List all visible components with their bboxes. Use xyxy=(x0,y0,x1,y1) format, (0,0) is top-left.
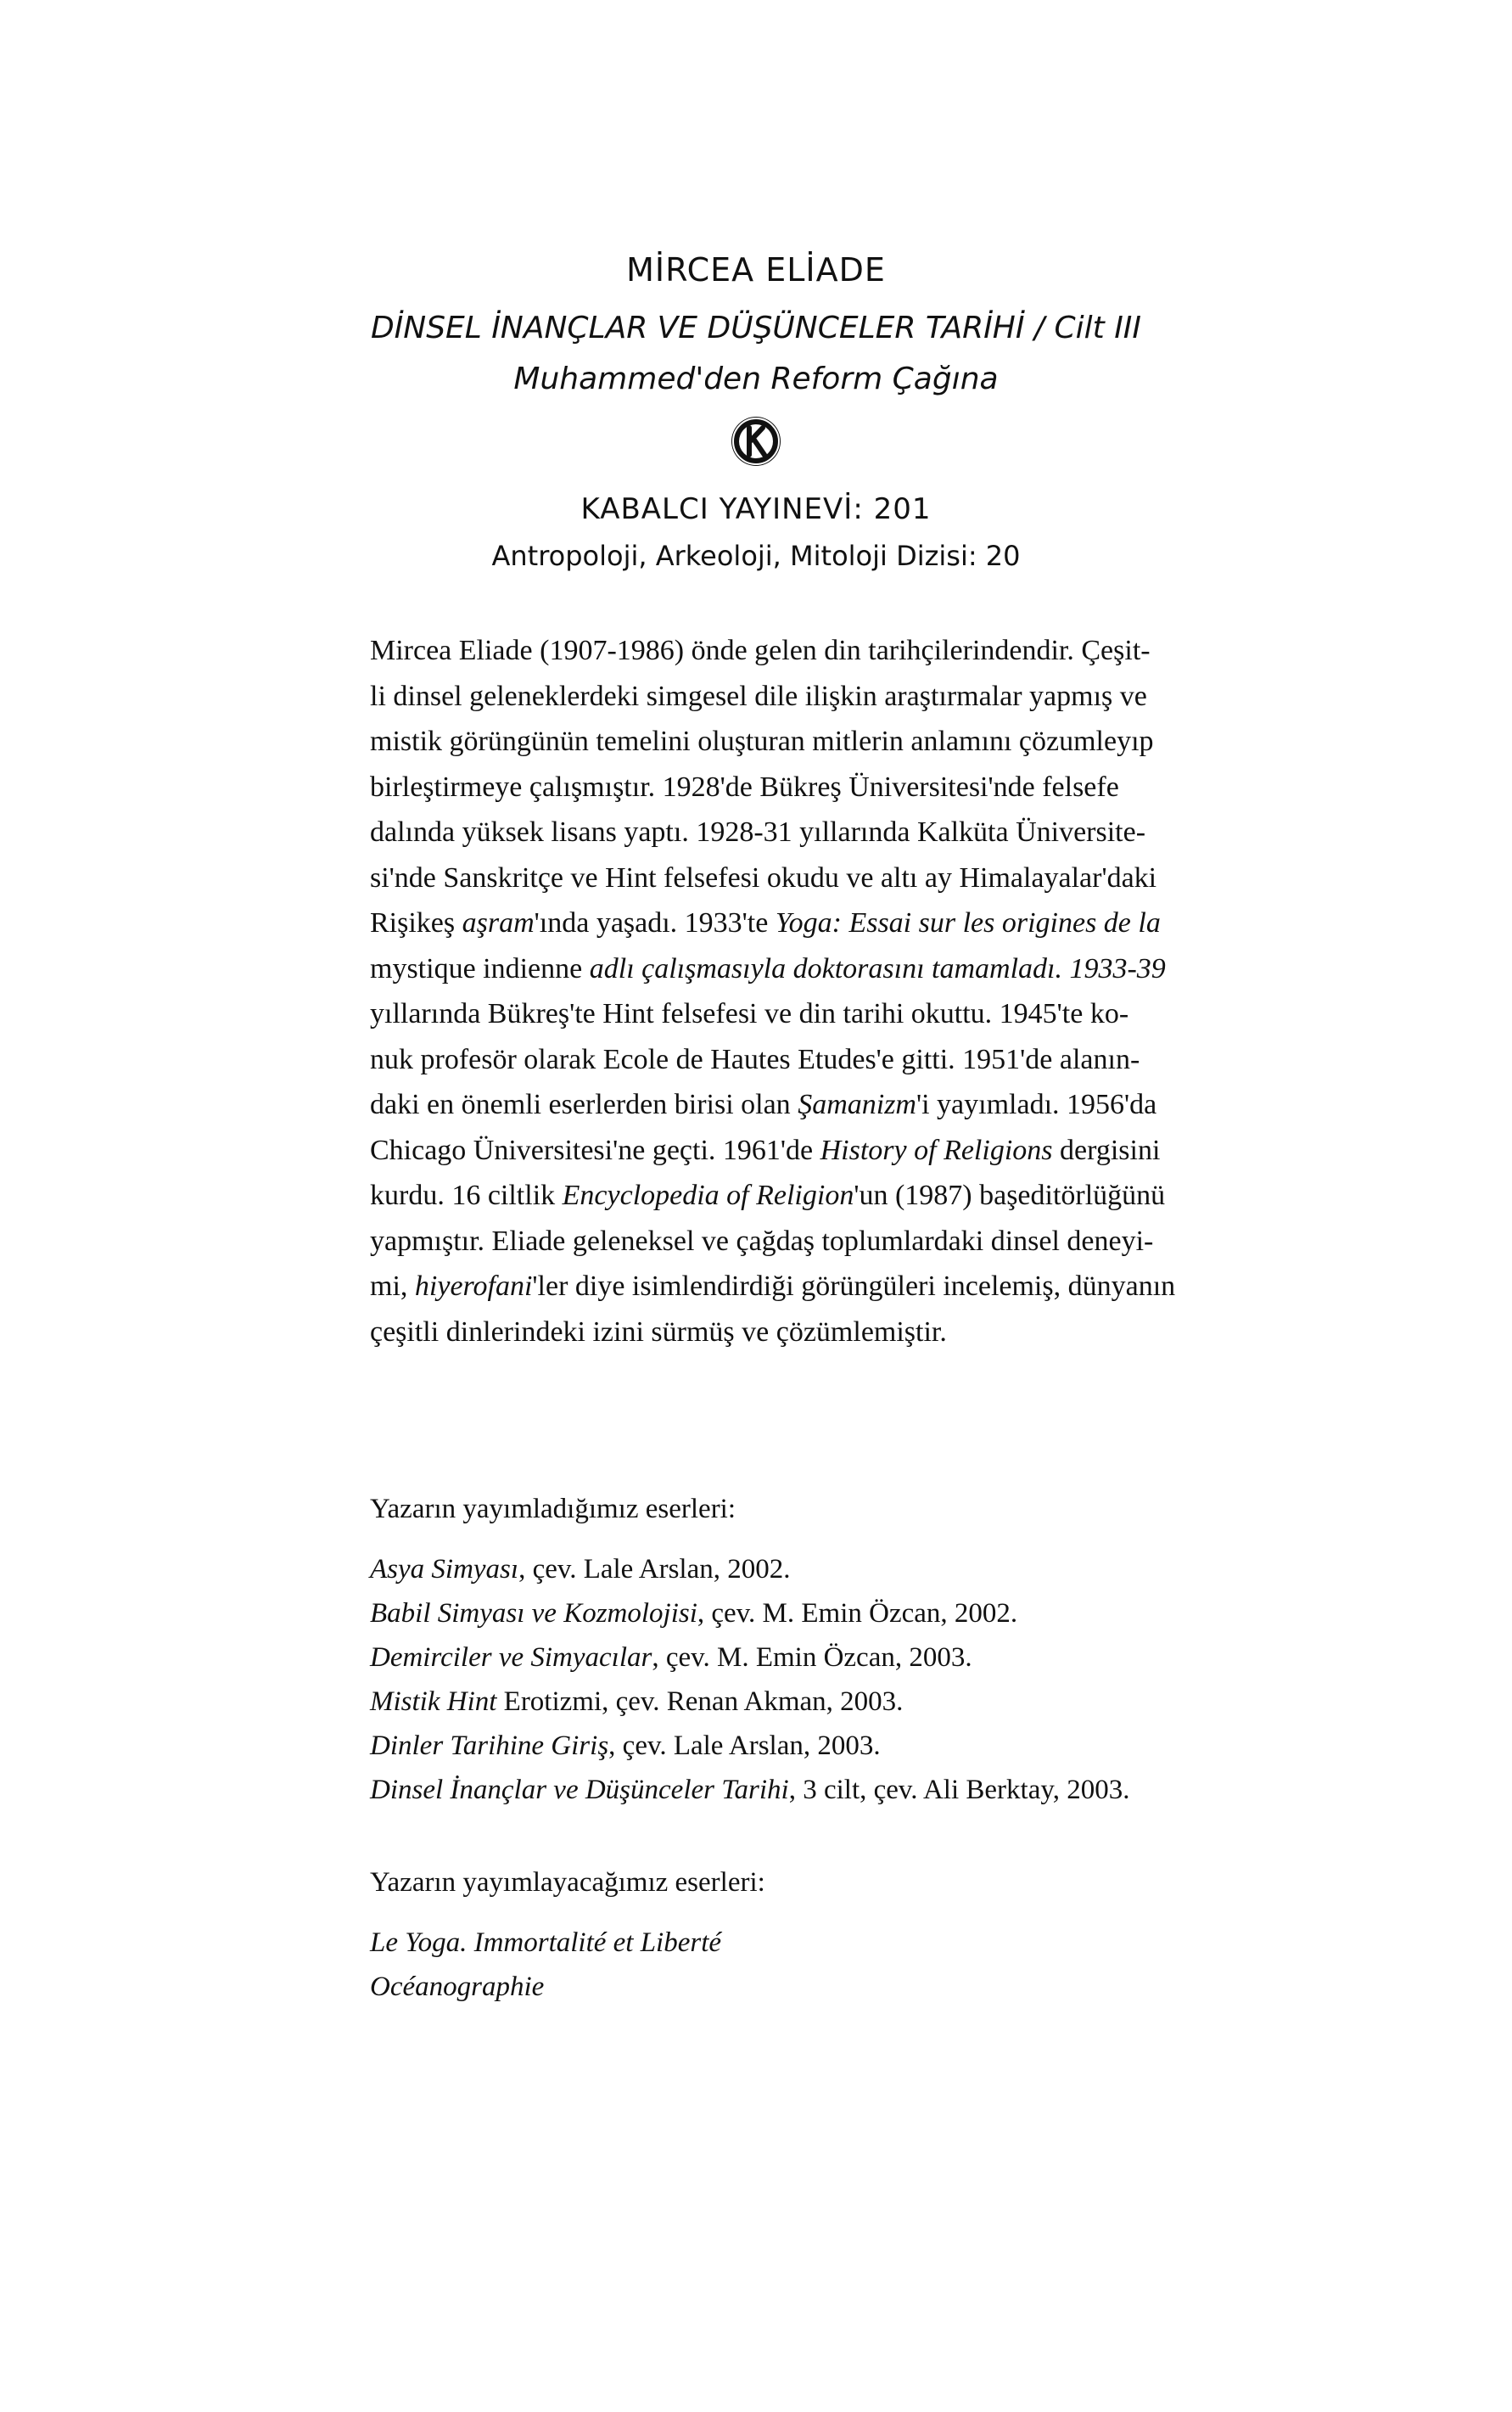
bio-line: mistik görüngünün temelini oluşturan mitlerin anlamını çözumleyıp xyxy=(370,726,1154,757)
bio-line: çeşitli dinlerindeki izini sürmüş ve çözümlemiştir. xyxy=(370,1315,947,1348)
bio-line: mystique indienne adlı çalışmasıyla doktorasını tamamladı. 1933-39 xyxy=(370,952,1166,984)
published-work-item: Babil Simyası ve Kozmolojisi, çev. M. Emin Özcan, 2002. xyxy=(370,1598,1018,1629)
bio-line: yapmıştır. Eliade geleneksel ve çağdaş toplumlardaki dinsel deneyi- xyxy=(370,1225,1154,1257)
published-heading: Yazarın yayımladığımız eserleri: xyxy=(370,1494,736,1524)
bio-line: si'nde Sanskritçe ve Hint felsefesi okudu ve altı ay Himalayalar'daki xyxy=(370,861,1157,894)
published-work-item: Asya Simyası, çev. Lale Arslan, 2002. xyxy=(370,1554,791,1585)
author-biography xyxy=(370,628,1222,1355)
published-works xyxy=(370,1494,1261,1812)
bio-line: Mircea Eliade (1907-1986) önde gelen din tarihçilerindendir. Çeşit- xyxy=(370,635,1151,666)
bio-line: Rişikeş aşram'ında yaşadı. 1933'te Yoga: Essai sur les origines de la xyxy=(370,907,1161,939)
bio-line: nuk profesör olarak Ecole de Hautes Etudes'e gitti. 1951'de alanın- xyxy=(370,1043,1140,1075)
bio-line: birleştirmeye çalışmıştır. 1928'de Bükreş Üniversitesi'nde felsefe xyxy=(370,771,1119,803)
book-title: DİNSEL İNANÇLAR VE DÜŞÜNCELER TARİHİ / Cilt III xyxy=(370,311,1142,345)
series-label: Antropoloji, Arkeoloji, Mitoloji Dizisi: 20 xyxy=(491,540,1021,572)
bio-line: li dinsel geleneklerdeki simgesel dile ilişkin araştırmalar yapmış ve xyxy=(370,680,1147,712)
upcoming-heading: Yazarın yayımlayacağımız eserleri: xyxy=(370,1867,765,1898)
upcoming-work-item: Océanographie xyxy=(370,1972,545,2002)
published-work-item: Dinler Tarihine Giriş, çev. Lale Arslan, 2003. xyxy=(370,1730,881,1761)
book-subtitle: Muhammed'den Reform Çağına xyxy=(513,362,999,396)
published-work-item: Mistik Hint Erotizmi, çev. Renan Akman, 2003. xyxy=(370,1686,904,1717)
bio-line: daki en önemli eserlerden birisi olan Şamanizm'i yayımladı. 1956'da xyxy=(370,1089,1157,1120)
bio-line: dalında yüksek lisans yaptı. 1928-31 yıllarında Kalküta Üniversite- xyxy=(370,816,1146,848)
upcoming-works xyxy=(370,1867,1261,2009)
bio-line: kurdu. 16 ciltlik Encyclopedia of Religion'un (1987) başeditörlüğünü xyxy=(370,1180,1166,1211)
author-name: MİRCEA ELİADE xyxy=(626,251,886,289)
upcoming-work-item: Le Yoga. Immortalité et Liberté xyxy=(370,1927,722,1958)
publisher-logo-icon xyxy=(729,414,783,468)
bio-line: mi, hiyerofani'ler diye isimlendirdiği görüngüleri incelemiş, dünyanın xyxy=(370,1271,1176,1302)
bio-line: Chicago Üniversitesi'ne geçti. 1961'de History of Religions dergisini xyxy=(370,1134,1161,1166)
published-list xyxy=(370,1547,1261,1812)
upcoming-list xyxy=(370,1921,1261,2009)
published-work-item: Demirciler ve Simyacılar, çev. M. Emin Özcan, 2003. xyxy=(370,1642,972,1673)
bio-line: yıllarında Bükreş'te Hint felsefesi ve din tarihi okuttu. 1945'te ko- xyxy=(370,998,1129,1029)
publisher-number: KABALCI YAYINEVİ: 201 xyxy=(580,492,932,526)
published-work-item: Dinsel İnançlar ve Düşünceler Tarihi, 3 cilt, çev. Ali Berktay, 2003. xyxy=(370,1775,1130,1805)
